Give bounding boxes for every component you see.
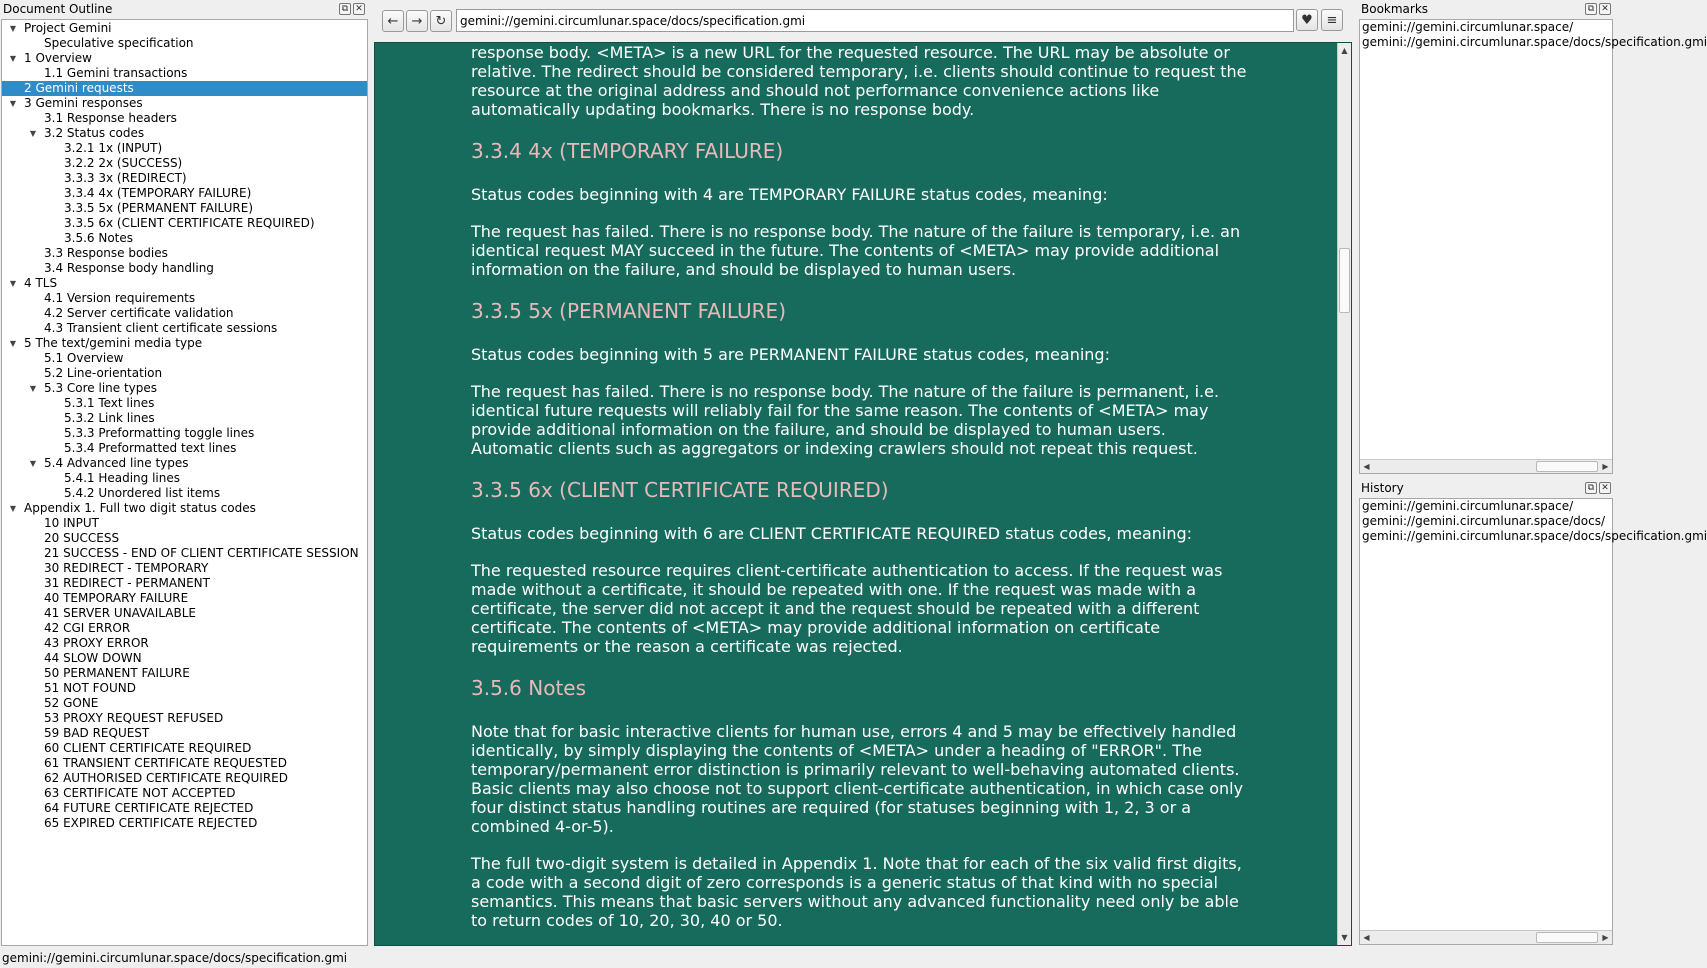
outline-item-label: 63 CERTIFICATE NOT ACCEPTED xyxy=(44,786,236,800)
outline-item[interactable] xyxy=(2,141,367,156)
outline-item[interactable] xyxy=(2,246,367,261)
outline-item-label: 62 AUTHORISED CERTIFICATE REQUIRED xyxy=(44,771,288,785)
content-scrollbar-thumb[interactable] xyxy=(1339,248,1350,313)
hamburger-menu-icon: ≡ xyxy=(1326,12,1338,28)
outline-item[interactable] xyxy=(2,36,367,51)
history-horizontal-scrollbar[interactable] xyxy=(1360,930,1612,944)
outline-item-label: 1 Overview xyxy=(24,51,92,65)
history-title-bar xyxy=(1358,479,1614,498)
expand-arrow-icon[interactable]: ▼ xyxy=(9,99,17,108)
bookmarks-horizontal-scrollbar[interactable] xyxy=(1360,459,1612,473)
outline-item-label: 52 GONE xyxy=(44,696,99,710)
outline-item-label: 4 TLS xyxy=(24,276,58,290)
document-outline-title-bar xyxy=(0,0,368,19)
outline-item[interactable] xyxy=(2,441,367,456)
text-paragraph: The full two-digit system is detailed in Appendix 1. Note that for each of the six valid first digits, a code with a second digit of zero corresponds is a generic status of that kind with no special semantics. This means that basic servers without any advanced functionality need only be able to return codes of 10, 20, 30, 40 or 50. xyxy=(471,854,1242,930)
section-heading: 3.3.5 6x (CLIENT CERTIFICATE REQUIRED) xyxy=(471,478,889,502)
outline-item-label: 3.2 Status codes xyxy=(44,126,145,140)
outline-item[interactable] xyxy=(2,531,367,546)
scroll-right-icon[interactable]: ▶ xyxy=(1602,933,1609,942)
bookmark-item[interactable]: gemini://gemini.circumlunar.space/ xyxy=(1362,20,1574,34)
outline-item[interactable] xyxy=(2,171,367,186)
close-dock-button[interactable]: ✕ xyxy=(353,3,365,15)
outline-item-label: 1.1 Gemini transactions xyxy=(44,66,188,80)
close-dock-button[interactable]: ✕ xyxy=(1599,482,1611,494)
bookmarks-dock xyxy=(1358,0,1707,474)
outline-item-label: 65 EXPIRED CERTIFICATE REJECTED xyxy=(44,816,258,830)
outline-item-label: 3.3.5 6x (CLIENT CERTIFICATE REQUIRED) xyxy=(64,216,315,230)
address-bar-input[interactable] xyxy=(456,9,1294,32)
reload-icon: ↻ xyxy=(435,13,447,29)
outline-item[interactable] xyxy=(2,381,367,396)
outline-item-label: Speculative specification xyxy=(44,36,194,50)
outline-item[interactable] xyxy=(2,321,367,336)
expand-arrow-icon[interactable]: ▼ xyxy=(29,129,37,138)
history-title: History xyxy=(1361,481,1404,495)
scroll-left-icon[interactable]: ◀ xyxy=(1363,462,1370,471)
outline-item-label: 53 PROXY REQUEST REFUSED xyxy=(44,711,224,725)
outline-item[interactable] xyxy=(2,711,367,726)
document-body xyxy=(471,43,1251,930)
expand-arrow-icon[interactable]: ▼ xyxy=(9,339,17,348)
outline-item-label: 2 Gemini requests xyxy=(24,81,134,95)
document-outline-title: Document Outline xyxy=(3,2,113,16)
outline-item[interactable] xyxy=(2,786,367,801)
outline-item[interactable] xyxy=(2,771,367,786)
outline-item[interactable] xyxy=(2,186,367,201)
history-dock xyxy=(1358,479,1707,946)
forward-button[interactable] xyxy=(406,10,428,32)
scroll-up-icon[interactable]: ▲ xyxy=(1341,46,1348,55)
outline-item[interactable] xyxy=(2,606,367,621)
outline-item[interactable] xyxy=(2,591,367,606)
content-vertical-scrollbar[interactable] xyxy=(1337,43,1351,945)
expand-arrow-icon[interactable]: ▼ xyxy=(9,54,17,63)
status-bar xyxy=(0,948,1614,968)
outline-item-label: 5.4.1 Heading lines xyxy=(64,471,181,485)
outline-item[interactable] xyxy=(2,126,367,141)
outline-item-label: 3.2.2 2x (SUCCESS) xyxy=(64,156,183,170)
text-paragraph: The request has failed. There is no response body. The nature of the failure is permanent, i.e. identical future requests will reliably fail for the same reason. The contents of <META> may provide additional information on the failure, and should be displayed to human users. Automatic clients such as aggregators or indexing crawlers should not repeat this request. xyxy=(471,382,1220,458)
outline-item[interactable] xyxy=(2,681,367,696)
outline-item[interactable] xyxy=(2,351,367,366)
scroll-right-icon[interactable]: ▶ xyxy=(1602,462,1609,471)
outline-item-label: 10 INPUT xyxy=(44,516,99,530)
outline-item-label: 42 CGI ERROR xyxy=(44,621,131,635)
outline-item[interactable] xyxy=(2,636,367,651)
outline-item[interactable] xyxy=(2,111,367,126)
history-scrollbar-thumb[interactable] xyxy=(1536,932,1598,943)
outline-item[interactable] xyxy=(2,801,367,816)
text-paragraph: Status codes beginning with 4 are TEMPORARY FAILURE status codes, meaning: xyxy=(471,185,1108,204)
gemini-content-view[interactable] xyxy=(374,42,1352,946)
outline-item[interactable] xyxy=(2,96,367,111)
outline-item-label: 3 Gemini responses xyxy=(24,96,143,110)
outline-item-label: 3.3.3 3x (REDIRECT) xyxy=(64,171,187,185)
outline-item[interactable] xyxy=(2,546,367,561)
outline-item-label: 3.1 Response headers xyxy=(44,111,177,125)
outline-item-label: 3.3.4 4x (TEMPORARY FAILURE) xyxy=(64,186,252,200)
scroll-left-icon[interactable]: ◀ xyxy=(1363,933,1370,942)
arrow-right-icon: → xyxy=(411,13,423,29)
expand-arrow-icon[interactable]: ▼ xyxy=(29,459,37,468)
outline-item-label: Project Gemini xyxy=(24,21,112,35)
reload-button[interactable] xyxy=(430,10,452,32)
outline-item-label: 3.4 Response body handling xyxy=(44,261,214,275)
bookmarks-scrollbar-thumb[interactable] xyxy=(1536,461,1598,472)
status-bar-text: gemini://gemini.circumlunar.space/docs/specification.gmi xyxy=(2,951,348,965)
document-outline-dock xyxy=(0,0,368,946)
history-item[interactable]: gemini://gemini.circumlunar.space/docs/ xyxy=(1362,514,1606,528)
outline-item-label: 51 NOT FOUND xyxy=(44,681,136,695)
text-paragraph: response body. <META> is a new URL for the requested resource. The URL may be absolute or relative. The redirect should be considered temporary, i.e. clients should continue to request the resource at the original address and should not performance convenience actions like automatically updating bookmarks. There is no response body. xyxy=(471,43,1247,119)
outline-item[interactable] xyxy=(2,741,367,756)
scroll-down-icon[interactable]: ▼ xyxy=(1341,933,1348,942)
float-dock-button[interactable]: ⧉ xyxy=(1585,3,1597,15)
outline-item-label: 5.3.3 Preformatting toggle lines xyxy=(64,426,255,440)
outline-item-label: 3.3.5 5x (PERMANENT FAILURE) xyxy=(64,201,253,215)
outline-item-label: 5.4 Advanced line types xyxy=(44,456,189,470)
outline-item-label: 43 PROXY ERROR xyxy=(44,636,149,650)
outline-item-label: 41 SERVER UNAVAILABLE xyxy=(44,606,196,620)
outline-item[interactable] xyxy=(2,411,367,426)
bookmark-item[interactable]: gemini://gemini.circumlunar.space/docs/specification.gmi xyxy=(1362,35,1707,49)
outline-item-label: Appendix 1. Full two digit status codes xyxy=(24,501,256,515)
close-dock-button[interactable]: ✕ xyxy=(1599,3,1611,15)
outline-item[interactable] xyxy=(2,21,367,36)
outline-item[interactable] xyxy=(2,216,367,231)
navigation-toolbar xyxy=(382,9,1344,33)
outline-item[interactable] xyxy=(2,726,367,741)
outline-item[interactable] xyxy=(2,276,367,291)
expand-arrow-icon[interactable]: ▼ xyxy=(9,504,17,513)
outline-item-label: 5.4.2 Unordered list items xyxy=(64,486,221,500)
outline-item[interactable] xyxy=(2,231,367,246)
outline-item[interactable] xyxy=(2,66,367,81)
outline-item[interactable] xyxy=(2,201,367,216)
outline-item-label: 59 BAD REQUEST xyxy=(44,726,150,740)
back-button[interactable] xyxy=(382,10,404,32)
float-dock-button[interactable]: ⧉ xyxy=(339,3,351,15)
text-paragraph: Status codes beginning with 6 are CLIENT CERTIFICATE REQUIRED status codes, meaning: xyxy=(471,524,1193,543)
heart-icon: ♥ xyxy=(1301,12,1313,28)
outline-item-label: 5.3.2 Link lines xyxy=(64,411,155,425)
outline-item[interactable] xyxy=(2,561,367,576)
outline-item-label: 64 FUTURE CERTIFICATE REJECTED xyxy=(44,801,254,815)
bookmark-button[interactable] xyxy=(1296,9,1318,31)
arrow-left-icon: ← xyxy=(387,13,399,29)
outline-item[interactable] xyxy=(2,291,367,306)
outline-item[interactable] xyxy=(2,666,367,681)
outline-item-label: 30 REDIRECT - TEMPORARY xyxy=(44,561,209,575)
expand-arrow-icon[interactable]: ▼ xyxy=(9,24,17,33)
bookmarks-title: Bookmarks xyxy=(1361,2,1429,16)
outline-item-label: 5.1 Overview xyxy=(44,351,124,365)
float-dock-button[interactable]: ⧉ xyxy=(1585,482,1597,494)
text-paragraph: Note that for basic interactive clients for human use, errors 4 and 5 may be effectively handled identically, by simply displaying the contents of <META> under a heading of "ERROR". The temporary/permanent error distinction is primarily relevant to well-behaving automated clients. Basic clients may also choose not to support client-certificate authentication, in which case only four distinct status handling routines are required (for statuses beginning with 1, 2, 3 or a combined 4-or-5). xyxy=(471,722,1244,836)
outline-item-label: 5.3 Core line types xyxy=(44,381,158,395)
outline-item-label: 4.3 Transient client certificate sessions xyxy=(44,321,278,335)
outline-item-label: 20 SUCCESS xyxy=(44,531,120,545)
outline-item[interactable] xyxy=(2,471,367,486)
outline-item-label: 5.3.1 Text lines xyxy=(64,396,155,410)
outline-item-label: 5 The text/gemini media type xyxy=(24,336,203,350)
section-heading: 3.3.5 5x (PERMANENT FAILURE) xyxy=(471,299,786,323)
outline-item-label: 61 TRANSIENT CERTIFICATE REQUESTED xyxy=(44,756,287,770)
main-menu-button[interactable] xyxy=(1321,9,1343,31)
outline-item[interactable] xyxy=(2,396,367,411)
text-paragraph: Status codes beginning with 5 are PERMANENT FAILURE status codes, meaning: xyxy=(471,345,1110,364)
outline-item[interactable] xyxy=(2,456,367,471)
outline-item[interactable] xyxy=(2,696,367,711)
text-paragraph: The request has failed. There is no response body. The nature of the failure is temporary, i.e. an identical request MAY succeed in the future. The contents of <META> may provide additional information on the failure, and should be displayed to human users. xyxy=(471,222,1241,279)
outline-item[interactable] xyxy=(2,81,367,96)
outline-item[interactable] xyxy=(2,336,367,351)
outline-item[interactable] xyxy=(2,306,367,321)
outline-item-label: 31 REDIRECT - PERMANENT xyxy=(44,576,210,590)
section-heading: 3.5.6 Notes xyxy=(471,676,587,700)
history-list[interactable] xyxy=(1359,498,1707,945)
text-paragraph: The requested resource requires client-certificate authentication to access. If the request was made without a certificate, it should be repeated with one. If the request was made with a certificate, the server did not accept it and the request should be repeated with a different certificate. The contents of <META> may provide additional information on certificate requirements or the reason a certificate was rejected. xyxy=(471,561,1223,656)
outline-item-label: 3.2.1 1x (INPUT) xyxy=(64,141,163,155)
outline-item-label: 21 SUCCESS - END OF CLIENT CERTIFICATE SESSION xyxy=(44,546,359,560)
outline-item[interactable] xyxy=(2,501,367,516)
outline-item[interactable] xyxy=(2,51,367,66)
outline-item[interactable] xyxy=(2,426,367,441)
outline-item[interactable] xyxy=(2,156,367,171)
outline-item[interactable] xyxy=(2,756,367,771)
outline-item-label: 5.3.4 Preformatted text lines xyxy=(64,441,237,455)
outline-item[interactable] xyxy=(2,576,367,591)
outline-item-label: 4.2 Server certificate validation xyxy=(44,306,234,320)
outline-item-label: 4.1 Version requirements xyxy=(44,291,196,305)
outline-item[interactable] xyxy=(2,261,367,276)
expand-arrow-icon[interactable]: ▼ xyxy=(29,384,37,393)
outline-item-label: 60 CLIENT CERTIFICATE REQUIRED xyxy=(44,741,252,755)
outline-item[interactable] xyxy=(2,651,367,666)
outline-item-label: 50 PERMANENT FAILURE xyxy=(44,666,190,680)
outline-item[interactable] xyxy=(2,486,367,501)
history-item[interactable]: gemini://gemini.circumlunar.space/ xyxy=(1362,499,1574,513)
section-heading: 3.3.4 4x (TEMPORARY FAILURE) xyxy=(471,139,784,163)
outline-item-label: 5.2 Line-orientation xyxy=(44,366,163,380)
outline-item-label: 3.3 Response bodies xyxy=(44,246,168,260)
bookmarks-title-bar xyxy=(1358,0,1614,19)
outline-item-label: 44 SLOW DOWN xyxy=(44,651,142,665)
outline-item-label: 40 TEMPORARY FAILURE xyxy=(44,591,189,605)
outline-item[interactable] xyxy=(2,516,367,531)
outline-item[interactable] xyxy=(2,621,367,636)
outline-item[interactable] xyxy=(2,816,367,831)
bookmarks-list[interactable] xyxy=(1359,19,1707,474)
outline-item[interactable] xyxy=(2,366,367,381)
outline-tree[interactable] xyxy=(1,19,368,946)
history-item[interactable]: gemini://gemini.circumlunar.space/docs/specification.gmi xyxy=(1362,529,1707,543)
outline-item-label: 3.5.6 Notes xyxy=(64,231,134,245)
expand-arrow-icon[interactable]: ▼ xyxy=(9,279,17,288)
